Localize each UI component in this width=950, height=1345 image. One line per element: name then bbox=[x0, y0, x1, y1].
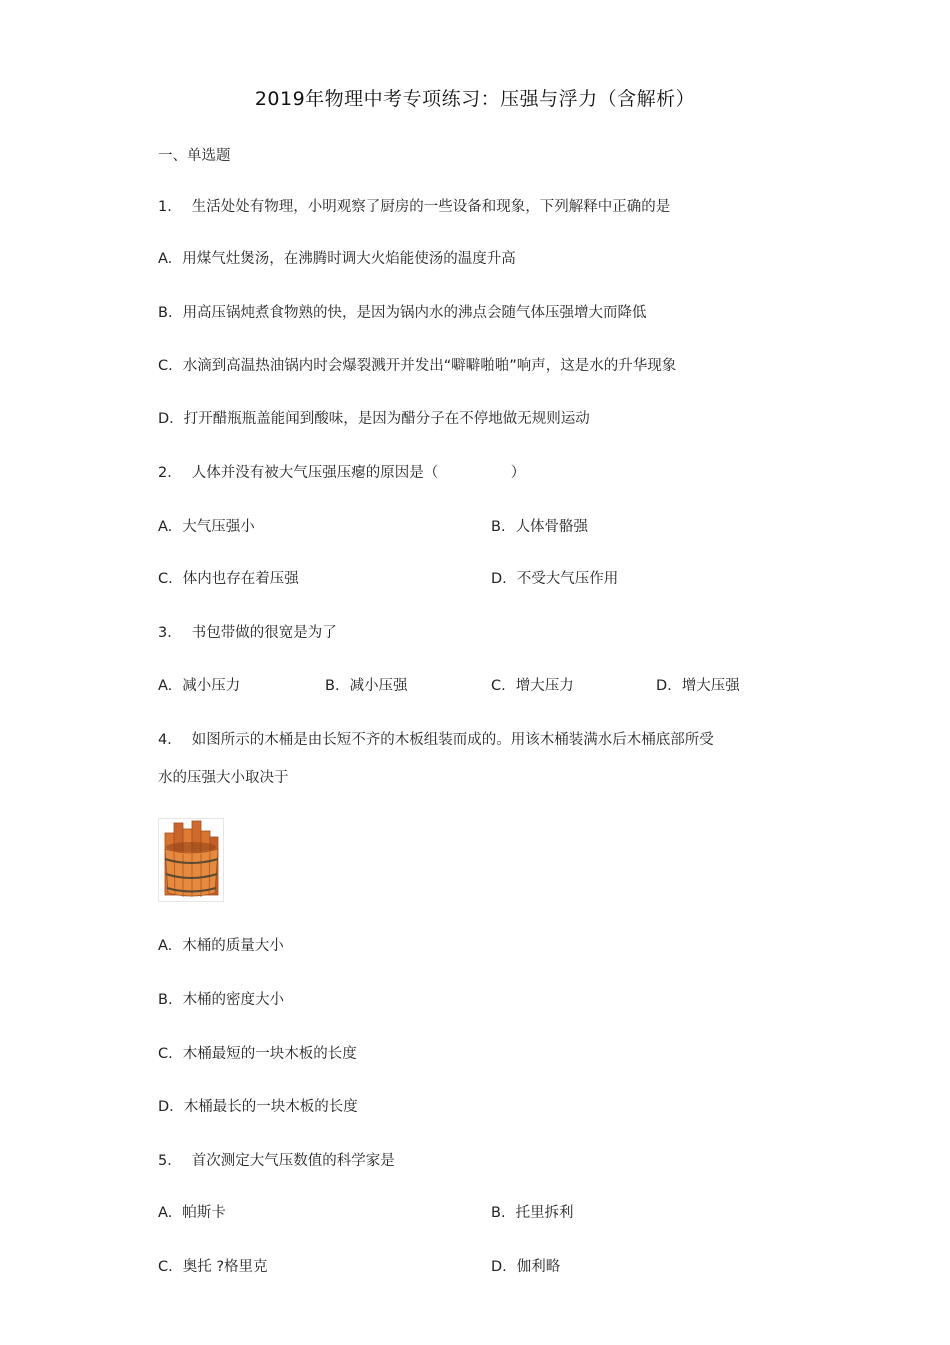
question-4-continued: 水的压强大小取决于 bbox=[158, 770, 289, 786]
option-text: 托里拆利 bbox=[515, 1205, 574, 1221]
question-4 bbox=[158, 728, 714, 749]
bucket-figure bbox=[158, 818, 224, 902]
question-3 bbox=[158, 621, 337, 642]
q1-option-c bbox=[158, 354, 676, 375]
option-key: C. bbox=[491, 678, 506, 694]
option-key: C. bbox=[158, 571, 173, 587]
question-number: 1． bbox=[158, 199, 182, 215]
question-text: 书包带做的很宽是为了 bbox=[191, 625, 337, 641]
option-key: B. bbox=[491, 519, 506, 535]
wooden-bucket-icon bbox=[159, 819, 223, 901]
q2-option-b bbox=[491, 515, 588, 536]
question-5 bbox=[158, 1149, 395, 1170]
option-key: B. bbox=[158, 992, 173, 1008]
option-text: 体内也存在着压强 bbox=[182, 571, 299, 587]
q1-option-b bbox=[158, 301, 647, 322]
q5-option-d bbox=[491, 1255, 560, 1276]
question-text: 如图所示的木桶是由长短不齐的木板组装而成的。用该木桶装满水后木桶底部所受 bbox=[191, 732, 714, 748]
section-heading: 一、单选题 bbox=[158, 148, 231, 164]
option-text: 奥托 ?格里克 bbox=[182, 1259, 268, 1275]
question-text: 生活处处有物理，小明观察了厨房的一些设备和现象，下列解释中正确的是 bbox=[191, 199, 671, 215]
option-key: D. bbox=[656, 678, 672, 694]
option-text: 木桶的密度大小 bbox=[182, 992, 285, 1008]
option-text: 打开醋瓶瓶盖能闻到酸味，是因为醋分子在不停地做无规则运动 bbox=[183, 411, 590, 427]
option-key: A. bbox=[158, 519, 173, 535]
option-text: 减小压力 bbox=[182, 678, 241, 694]
question-number: 4． bbox=[158, 732, 182, 748]
option-key: A. bbox=[158, 251, 173, 267]
q5-option-a bbox=[158, 1201, 226, 1222]
question-2 bbox=[158, 461, 525, 482]
q3-option-c bbox=[491, 674, 574, 695]
option-key: D. bbox=[158, 1099, 174, 1115]
q5-option-b bbox=[491, 1201, 574, 1222]
option-key: D. bbox=[491, 1259, 507, 1275]
q2-option-d bbox=[491, 567, 618, 588]
question-number: 3． bbox=[158, 625, 182, 641]
q1-option-d bbox=[158, 407, 590, 428]
option-text: 伽利略 bbox=[516, 1259, 561, 1275]
option-text: 大气压强小 bbox=[182, 519, 255, 535]
option-text: 木桶的质量大小 bbox=[182, 938, 284, 954]
q4-option-a bbox=[158, 934, 284, 955]
option-key: C. bbox=[158, 1046, 173, 1062]
option-text: 用高压锅炖煮食物熟的快，是因为锅内水的沸点会随气体压强增大而降低 bbox=[182, 305, 647, 321]
option-key: A. bbox=[158, 678, 173, 694]
q4-option-c bbox=[158, 1042, 357, 1063]
q4-option-d bbox=[158, 1095, 358, 1116]
q3-option-a bbox=[158, 674, 240, 695]
option-key: B. bbox=[158, 305, 173, 321]
option-key: A. bbox=[158, 938, 173, 954]
question-number: 5． bbox=[158, 1153, 182, 1169]
option-text: 用煤气灶煲汤，在沸腾时调大火焰能使汤的温度升高 bbox=[182, 251, 516, 267]
option-text: 水滴到高温热油锅内时会爆裂溅开并发出“噼噼啪啪”响声，这是水的升华现象 bbox=[182, 358, 677, 374]
option-text: 帕斯卡 bbox=[182, 1205, 226, 1221]
option-text: 木桶最短的一块木板的长度 bbox=[182, 1046, 357, 1062]
option-text: 增大压力 bbox=[515, 678, 574, 694]
option-key: D. bbox=[491, 571, 507, 587]
q1-option-a bbox=[158, 247, 516, 268]
option-text: 人体骨骼强 bbox=[515, 519, 589, 535]
question-text: 首次测定大气压数值的科学家是 bbox=[191, 1153, 395, 1169]
question-number: 2． bbox=[158, 465, 182, 481]
q3-option-d bbox=[656, 674, 740, 695]
option-key: B. bbox=[325, 678, 340, 694]
option-text: 木桶最长的一块木板的长度 bbox=[183, 1099, 358, 1115]
q5-option-c bbox=[158, 1255, 268, 1276]
option-text: 不受大气压作用 bbox=[516, 571, 619, 587]
option-key: C. bbox=[158, 1259, 173, 1275]
option-key: B. bbox=[491, 1205, 506, 1221]
question-1 bbox=[158, 195, 670, 216]
q2-option-a bbox=[158, 515, 255, 536]
question-text: 人体并没有被大气压强压瘪的原因是（ ） bbox=[191, 465, 526, 481]
q2-option-c bbox=[158, 567, 299, 588]
option-key: C. bbox=[158, 358, 173, 374]
option-key: D. bbox=[158, 411, 174, 427]
page-title: 2019年物理中考专项练习：压强与浮力（含解析） bbox=[254, 88, 696, 110]
option-text: 增大压强 bbox=[681, 678, 740, 694]
q3-option-b bbox=[325, 674, 408, 695]
q4-option-b bbox=[158, 988, 284, 1009]
option-text: 减小压强 bbox=[349, 678, 408, 694]
option-key: A. bbox=[158, 1205, 173, 1221]
